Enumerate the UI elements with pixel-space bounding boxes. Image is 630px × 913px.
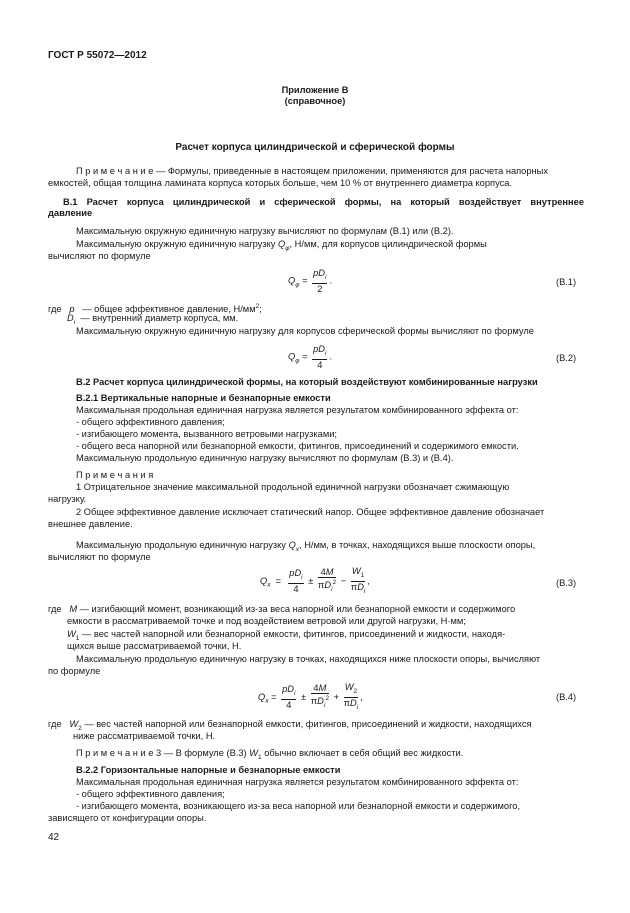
b22-list-item1: - общего эффективного давления; [76, 789, 225, 799]
where-w1-cont: щихся выше рассматриваемой точки, Н. [67, 641, 242, 651]
b21-list-item2: - изгибающего момента, вызванного ветровыми нагрузками; [76, 429, 338, 439]
where-w2: где $W_2$ — вес частей напорной или безнапорной емкости, фитингов, присоединений и жидкости, находящихся [48, 719, 532, 732]
note-intro-line1 [76, 166, 548, 177]
b22-list-item2: - изгибающего момента, возникающего из-за веса напорной или безнапорной емкости и содержимого, [76, 801, 521, 811]
where-m: где M — изгибающий момент, возникающий из-за веса напорной или безнапорной емкости и содержимого [48, 604, 516, 614]
note3: П р и м е ч а н и е 3 — В формуле (В.3) $W_1$ обычно включает в себя общий вес жидкости. [76, 748, 464, 761]
equation-number-b3: (В.3) [556, 578, 577, 588]
equation-number-b2: (В.2) [556, 353, 577, 363]
formula-b3: $Q_x$ = $\frac{pD_i}{4}$ ± $\frac{4M}{\pi D_i^2}$ − $\frac{W_1}{\pi D_i}$ , [260, 566, 370, 595]
where-m-cont: емкости в рассматриваемой точке и под воздействием ветровой или другой нагрузки, Н·мм; [67, 616, 466, 626]
note1-line1: 1 Отрицательное значение максимальной продольной единичной нагрузки обозначает сжимающую [76, 482, 510, 492]
b21-paragraph4-cont: по формуле [48, 666, 101, 676]
b21-paragraph3: Максимальную продольную единичную нагрузку $Q_x$, Н/мм, в точках, находящихся выше плоскости опоры, [76, 540, 536, 553]
section-b22-heading: В.2.2 Горизонтальные напорные и безнапорные емкости [76, 765, 341, 775]
formula-b1: $Q_\varphi$ = $\frac{pD_i}{2}$ . [288, 268, 333, 294]
b21-paragraph1: Максимальная продольная единичная нагрузка является результатом комбинированного эффекта от: [76, 405, 519, 415]
page-number: 42 [48, 832, 60, 843]
section-b1-heading: В.1 Расчет корпуса цилиндрической и сферической формы, на который воздействует внутреннее [63, 197, 584, 207]
where-p: где p — общее эффективное давление, $Н/мм^2$; [48, 303, 262, 315]
document-header: ГОСТ Р 55072—2012 [48, 50, 147, 61]
section-b21-heading: В.2.1 Вертикальные напорные и безнапорные емкости [76, 393, 331, 403]
b21-list-item3: - общего веса напорной или безнапорной емкости, фитингов, присоединений и содержимого емкости. [76, 441, 519, 451]
b1-paragraph2-cont: вычисляют по формуле [48, 251, 151, 261]
b1-p2-text: Максимальную окружную единичную нагрузку [76, 239, 276, 249]
where-w2-cont: ниже рассматриваемой точки, Н. [73, 731, 216, 741]
main-title: Расчет корпуса цилиндрической и сферической формы [175, 142, 455, 153]
formula-b2: $Q_\varphi$ = $\frac{pD_i}{4}$ . [288, 344, 333, 370]
note-label: П р и м е ч а н и е [76, 166, 154, 176]
b22-paragraph1: Максимальная продольная единичная нагрузка является результатом комбинированного эффекта от: [76, 777, 519, 787]
note-intro-line2: емкостей, общая толщина ламината корпуса которых больше, чем 10 % от внутреннего диаметра корпуса. [48, 178, 513, 188]
where-w1: $W_1$ — вес частей напорной или безнапорной емкости, фитингов, присоединений и жидкости, находя- [67, 629, 506, 642]
appendix-subtitle: (справочное) [284, 96, 346, 106]
equation-number-b1: (В.1) [556, 277, 577, 287]
note1-line2: нагрузку. [48, 494, 87, 504]
equation-number-b4: (В.4) [556, 692, 577, 702]
note-text: — Формулы, приведенные в настоящем приложении, применяются для расчета напорных [153, 166, 548, 176]
symbol-q-phi: $Q_\varphi$ [278, 239, 290, 252]
b22-list-item2-cont: зависящего от конфигурации опоры. [48, 813, 207, 823]
note2-line1: 2 Общее эффективное давление исключает статический напор. Общее эффективное давление обозначает [76, 507, 545, 517]
b21-paragraph4: Максимальную продольную единичную нагрузку в точках, находящихся ниже плоскости опоры, вычисляют [76, 654, 541, 664]
where-di: $D_i$ — внутренний диаметр корпуса, мм. [67, 313, 239, 326]
b1-paragraph3: Максимальную окружную единичную нагрузку для корпусов сферической формы вычисляют по формуле [76, 326, 534, 336]
b21-paragraph3-cont: вычисляют по формуле [48, 552, 151, 562]
appendix-title: Приложение В [281, 85, 349, 95]
formula-b4: $Q_x$ = $\frac{pD_i}{4}$ ± $\frac{4M}{\pi D_i^2}$ + $\frac{W_2}{\pi D_i}$ , [258, 682, 363, 711]
b1-p2-text-cont: , Н/мм, для корпусов цилиндрической формы [289, 239, 487, 249]
b21-list-item1: - общего эффективного давления; [76, 417, 225, 427]
b1-paragraph1: Максимальную окружную единичную нагрузку вычисляют по формулам (В.1) или (В.2). [76, 226, 454, 236]
notes-heading: П р и м е ч а н и я [76, 470, 154, 480]
note2-line2: внешнее давление. [48, 519, 133, 529]
b21-paragraph2: Максимальную продольную единичную нагрузку вычисляют по формулам (В.3) и (В.4). [76, 453, 454, 463]
section-b2-heading: В.2 Расчет корпуса цилиндрической формы, на который воздействуют комбинированные нагрузки [76, 377, 538, 387]
section-b1-heading-cont: давление [48, 208, 93, 218]
